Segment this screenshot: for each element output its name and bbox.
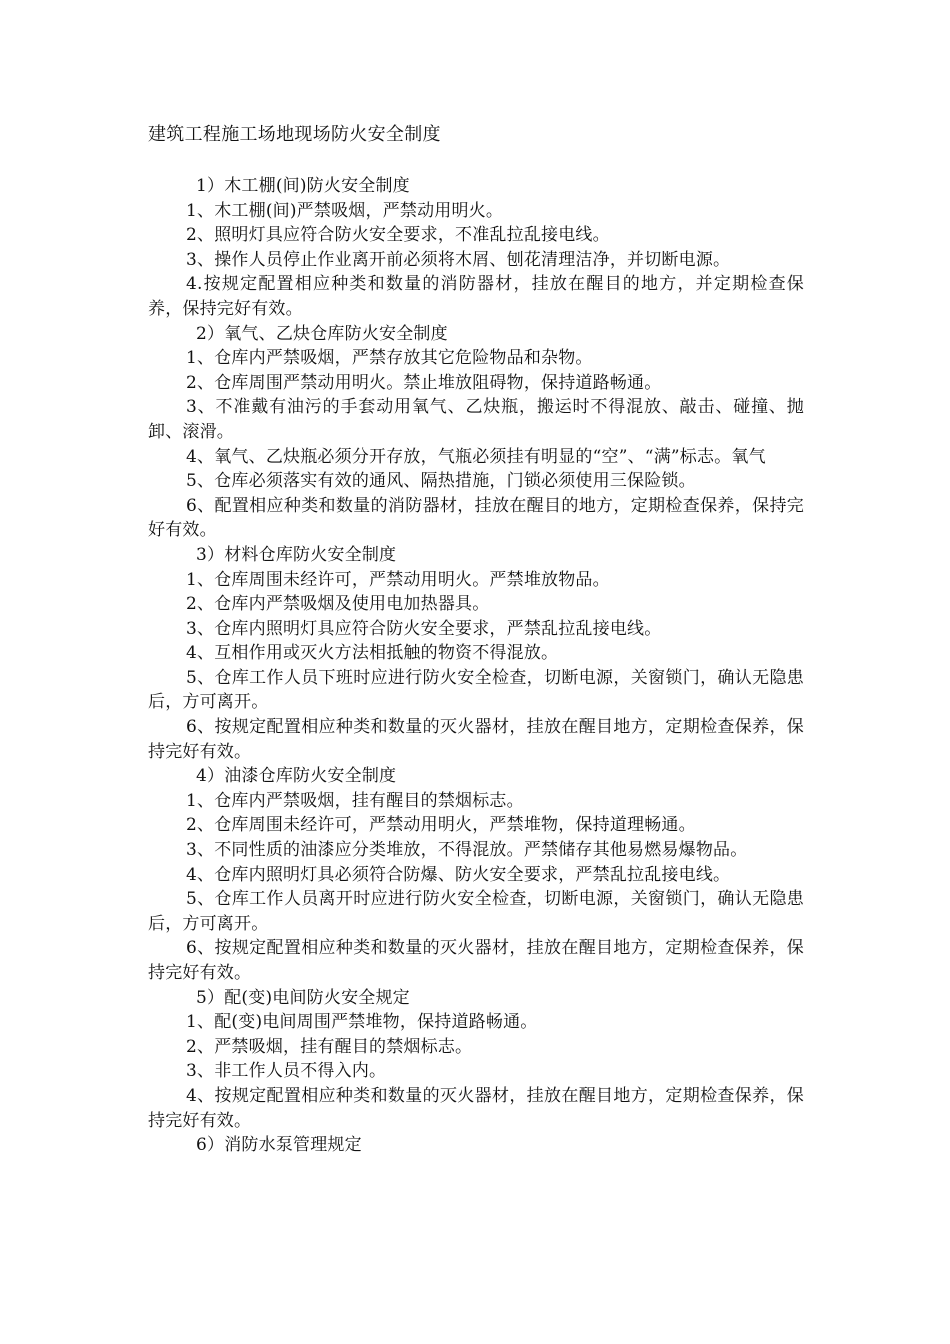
- list-item: 1、仓库内严禁吸烟，挂有醒目的禁烟标志。: [186, 790, 524, 811]
- list-item: 5、仓库必须落实有效的通风、隔热措施，门锁必须使用三保险锁。: [186, 471, 696, 492]
- list-item: 3、不同性质的油漆应分类堆放，不得混放。严禁储存其他易燃易爆物品。: [186, 840, 748, 861]
- list-item: 3、不准戴有油污的手套动用氧气、乙炔瓶，搬运时不得混放、敲击、碰撞、抛卸、滚滑。: [148, 397, 804, 442]
- list-item: 4、互相作用或灭火方法相抵触的物资不得混放。: [186, 643, 559, 664]
- document-title: 建筑工程施工场地现场防火安全制度: [148, 124, 441, 145]
- list-item: 2、仓库周围严禁动用明火。禁止堆放阻碍物，保持道路畅通。: [186, 372, 662, 393]
- list-item: 5、仓库工作人员下班时应进行防火安全检查，切断电源，关窗锁门，确认无隐患后，方可离开。: [148, 667, 804, 713]
- section-heading: 4）油漆仓库防火安全制度: [196, 766, 397, 787]
- list-item: 3、操作人员停止作业离开前必须将木屑、刨花清理洁净，并切断电源。: [186, 249, 731, 270]
- list-item: 4、按规定配置相应种类和数量的灭火器材，挂放在醒目地方，定期检查保养，保持完好有效。: [148, 1085, 804, 1131]
- list-item: 4、氧气、乙炔瓶必须分开存放，气瓶必须挂有明显的“空”、“满”标志。氧气: [186, 446, 766, 467]
- section-heading: 5）配(变)电间防火安全规定: [196, 987, 410, 1008]
- list-item: 2、照明灯具应符合防火安全要求，不准乱拉乱接电线。: [186, 225, 610, 246]
- list-item: 6、配置相应种类和数量的消防器材，挂放在醒目的地方，定期检查保养，保持完好有效。: [148, 495, 804, 541]
- list-item: 1、仓库内严禁吸烟，严禁存放其它危险物品和杂物。: [186, 348, 593, 369]
- list-item: 1、木工棚(间)严禁吸烟，严禁动用明火。: [186, 200, 504, 221]
- list-item: 2、仓库周围未经许可，严禁动用明火，严禁堆物，保持道理畅通。: [186, 815, 696, 836]
- list-item: 1、配(变)电间周围严禁堆物，保持道路畅通。: [186, 1012, 538, 1033]
- section-heading: 1）木工棚(间)防火安全制度: [196, 176, 410, 196]
- document-body: [148, 174, 804, 1158]
- list-item: 2、仓库内严禁吸烟及使用电加热器具。: [186, 594, 490, 615]
- section-heading: 2）氧气、乙炔仓库防火安全制度: [196, 323, 448, 344]
- list-item: 4.按规定配置相应种类和数量的消防器材，挂放在醒目的地方，并定期检查保养，保持完好有效。: [148, 274, 804, 319]
- section-heading: 3）材料仓库防火安全制度: [196, 544, 397, 565]
- list-item: 5、仓库工作人员离开时应进行防火安全检查，切断电源，关窗锁门，确认无隐患后，方可离开。: [148, 889, 804, 934]
- section-heading: 6）消防水泵管理规定: [196, 1135, 362, 1156]
- list-item: 1、仓库周围未经许可，严禁动用明火。严禁堆放物品。: [186, 569, 610, 590]
- list-item: 6、按规定配置相应种类和数量的灭火器材，挂放在醒目地方，定期检查保养，保持完好有效。: [148, 938, 804, 983]
- document-page: [148, 123, 804, 1158]
- list-item: 3、非工作人员不得入内。: [186, 1061, 387, 1082]
- list-item: 6、按规定配置相应种类和数量的灭火器材，挂放在醒目地方，定期检查保养，保持完好有效。: [148, 717, 804, 762]
- list-item: 3、仓库内照明灯具应符合防火安全要求，严禁乱拉乱接电线。: [186, 618, 662, 639]
- list-item: 4、仓库内照明灯具必须符合防爆、防火安全要求，严禁乱拉乱接电线。: [186, 864, 731, 885]
- list-item: 2、严禁吸烟，挂有醒目的禁烟标志。: [186, 1036, 473, 1057]
